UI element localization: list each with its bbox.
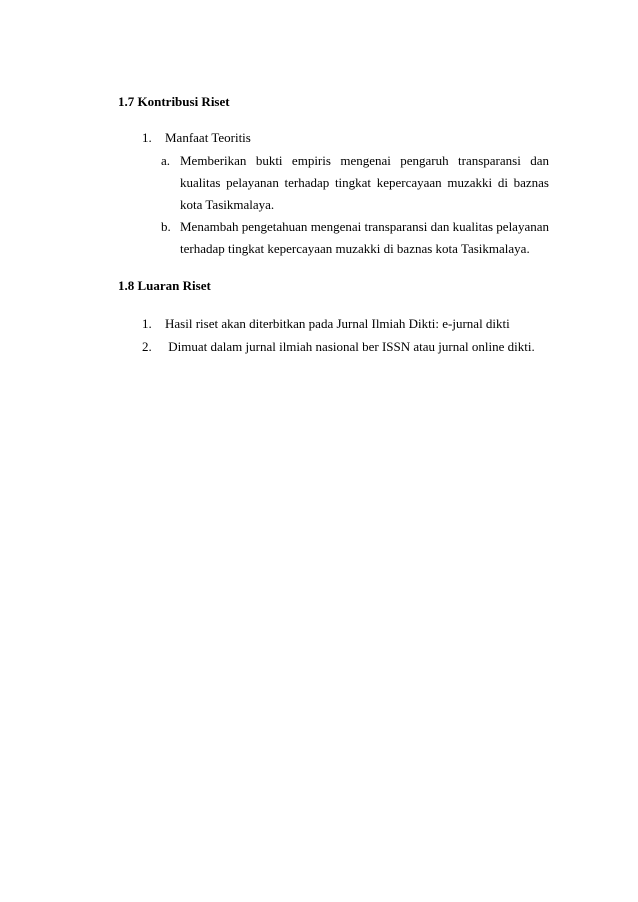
section-heading-kontribusi-riset: 1.7 Kontribusi Riset: [118, 94, 230, 109]
list-item-text: Hasil riset akan diterbitkan pada Jurnal Ilmiah Dikti: e-jurnal dikti: [165, 316, 510, 331]
sub-list-item-text: Menambah pengetahuan mengenai transparansi dan kualitas pelayanan terhadap tingkat kepercayaan muzakki di baznas kota Tasikmalaya.: [180, 219, 549, 256]
sub-list-item: [161, 150, 549, 216]
list-number: 1.: [142, 316, 152, 331]
sub-list-letter: a.: [161, 153, 171, 168]
sub-list-letter: b.: [161, 219, 171, 234]
list-item: [142, 336, 562, 358]
list-item-text: Dimuat dalam jurnal ilmiah nasional ber ISSN atau jurnal online dikti.: [165, 339, 535, 354]
sub-list-item-text: Memberikan bukti empiris mengenai pengaruh transparansi dan kualitas pelayanan terhadap tingkat kepercayaan muzakki di baznas kota Tasikmalaya.: [180, 153, 549, 212]
section-heading-luaran-riset: 1.8 Luaran Riset: [118, 278, 211, 293]
list-item-text: Manfaat Teoritis: [165, 130, 251, 145]
list-item: [142, 313, 562, 335]
sub-list-item: [161, 216, 549, 260]
list-item: [142, 127, 542, 149]
list-number: 2.: [142, 339, 152, 354]
list-number: 1.: [142, 130, 152, 145]
